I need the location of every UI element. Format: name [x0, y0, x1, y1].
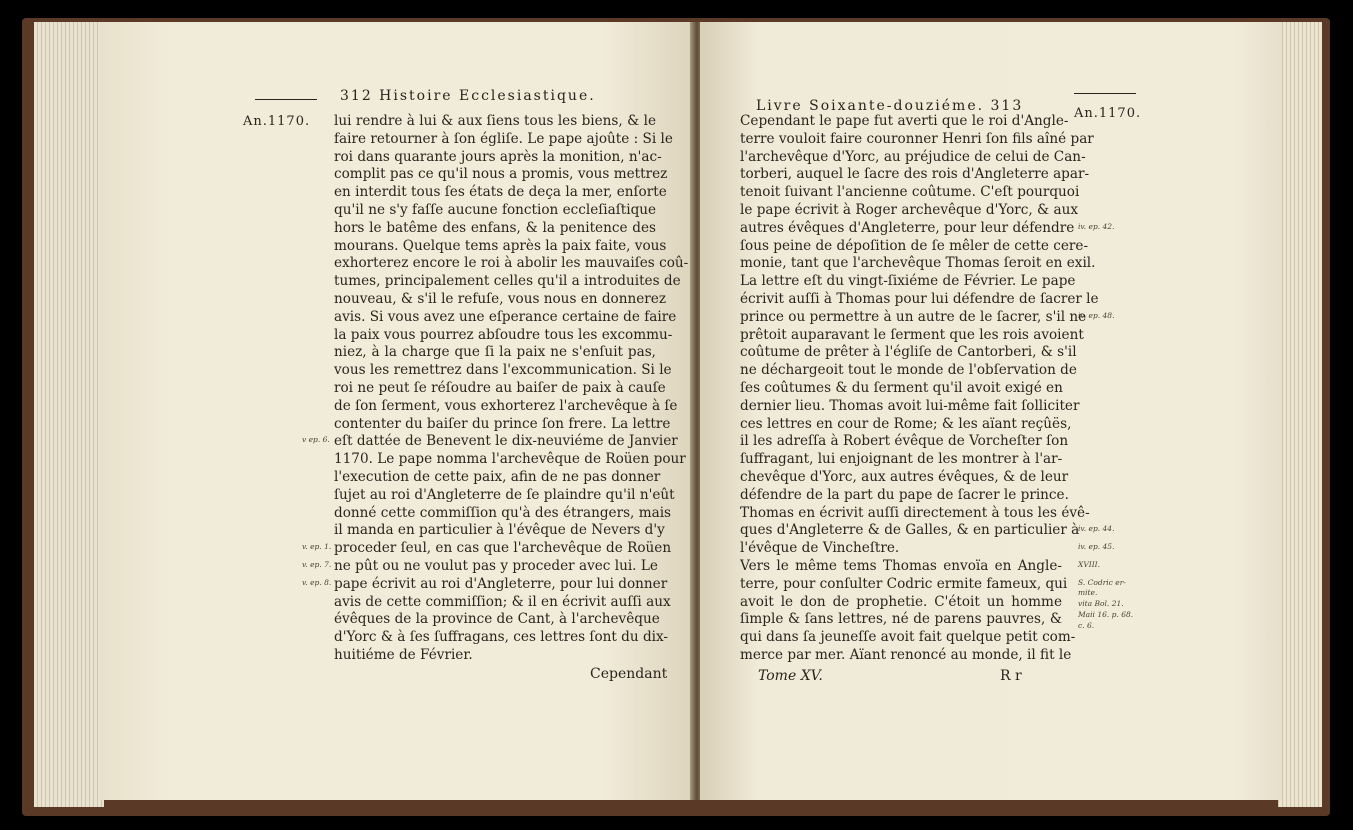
- text-line: mourans. Quelque tems après la paix faite, vous: [334, 237, 667, 254]
- text-line: écrivit auſſi à Thomas pour lui défendre de ſacrer le: [740, 290, 1099, 307]
- text-line: vous les remettrez dans l'excommunication. Si le: [334, 362, 672, 379]
- text-line: ſujet au roi d'Angleterre de ſe plaindre qu'il n'eût: [334, 486, 675, 503]
- margin-note: iv. ep. 48.: [1078, 310, 1115, 320]
- text-line: ces lettres en cour de Rome; & les aïant reçûës,: [740, 415, 1072, 432]
- text-line: avoit le don de prophetie. C'étoit un homme: [740, 593, 1062, 610]
- text-line: tumes, principalement celles qu'il a introduites de: [334, 273, 681, 290]
- running-header: 312 Histoire Ecclesiastique.: [340, 88, 596, 104]
- text-line: La lettre eſt du vingt-ſixiéme de Février. Le pape: [740, 273, 1076, 290]
- text-line: lui rendre à lui & aux ſiens tous les biens, & le: [334, 113, 656, 129]
- margin-note: iv. ep. 45.: [1078, 542, 1115, 552]
- text-line: prêtoit auparavant le ſerment que les rois avoient: [740, 326, 1084, 343]
- text-line: 1170. Le pape nomma l'archevêque de Roüen pour: [334, 451, 686, 468]
- text-line: proceder ſeul, en cas que l'archevêque de Roüen: [334, 540, 672, 557]
- text-line: Cependant le pape fut averti que le roi d'Angle-: [740, 113, 1069, 129]
- text-line: il les adreſſa à Robert évêque de Vorcheſter ſon: [740, 433, 1069, 450]
- text-line: roi dans quarante jours après la monition, n'ac-: [334, 148, 662, 165]
- text-line: ſous peine de dépoſition de ſe mêler de cette cere-: [740, 237, 1089, 254]
- text-line: tenoit ſuivant l'ancienne coûtume. C'eſt pourquoi: [740, 184, 1080, 201]
- margin-note: iv. ep. 44.: [1078, 524, 1115, 534]
- signature-mark: Tome XV.: [758, 668, 823, 684]
- text-line: dernier lieu. Thomas avoit lui-même fait ſolliciter: [740, 397, 1080, 414]
- text-line: complit pas ce qu'il nous a promis, vous mettrez: [334, 166, 668, 183]
- margin-note: v. ep. 8.: [302, 577, 332, 587]
- text-line: la paix vous pourrez abſoudre tous les excommu-: [334, 326, 673, 343]
- header-rule: [255, 99, 317, 100]
- margin-year: An.1170.: [1074, 106, 1142, 121]
- text-line: qu'il ne s'y faſſe aucune fonction eccleſiaſtique: [334, 201, 657, 218]
- signature-letters: R r: [1000, 668, 1022, 684]
- text-line: ſimple & ſans lettres, né de parens pauvres, &: [740, 611, 1062, 628]
- margin-note: Maii 16. p. 68.: [1078, 609, 1134, 619]
- text-line: autres évêques d'Angleterre, pour leur défendre: [740, 219, 1075, 236]
- text-line: d'Yorc & à ſes ſuffragans, ces lettres ſont du dix-: [334, 629, 669, 646]
- text-line: l'execution de cette paix, afin de ne pas donner: [334, 468, 661, 485]
- text-line: terre, pour conſulter Codric ermite fameux, qui: [740, 575, 1068, 592]
- text-line: de ſon ſerment, vous exhorterez l'archevêque à ſe: [334, 397, 678, 414]
- text-line: contenter du baiſer du prince ſon frere. La lettre: [334, 415, 671, 432]
- body-text: [334, 113, 689, 665]
- margin-note: XVIII.: [1078, 560, 1101, 569]
- text-line: donné cette commiſſion qu'à des étrangers, mais: [334, 504, 672, 521]
- text-line: faire retourner à ſon égliſe. Le pape ajoûte : Si le: [334, 130, 673, 147]
- text-line: nouveau, & s'il le refuſe, vous nous en donnerez: [334, 290, 667, 307]
- left-page-edges: [34, 22, 104, 807]
- text-line: défendre de la part du pape de ſacrer le prince.: [740, 486, 1069, 503]
- margin-note: v. ep. 1.: [302, 542, 332, 552]
- right-page-edges: [1278, 22, 1322, 807]
- text-line: torberi, auquel le ſacre des rois d'Angleterre apar-: [740, 166, 1090, 183]
- text-line: hors le batême des enfans, & la penitence des: [334, 219, 656, 236]
- text-line: merce par mer. Aïant renoncé au monde, il fit le: [740, 646, 1072, 663]
- text-line: ques d'Angleterre & de Galles, & en particulier à: [740, 522, 1080, 539]
- text-line: chevêque d'Yorc, aux autres évêques, & de leur: [740, 468, 1069, 485]
- text-line: ſuffragant, lui enjoignant de les montrer à l'ar-: [740, 451, 1063, 468]
- text-line: il manda en particulier à l'évêque de Nevers d'y: [334, 522, 665, 539]
- margin-note: v. ep. 7.: [302, 560, 332, 569]
- text-line: le pape écrivit à Roger archevêque d'Yorc, & aux: [740, 201, 1078, 218]
- text-line: roi ne peut ſe réſoudre au baiſer de paix à cauſe: [334, 379, 666, 396]
- text-line: Vers le même tems Thomas envoïa en Angle-: [740, 557, 1062, 574]
- text-line: coûtume de prêter à l'égliſe de Cantorberi, & s'il: [740, 344, 1077, 361]
- text-line: l'évêque de Vincheſtre.: [740, 540, 900, 557]
- text-line: avis de cette commiſſion; & il en écrivit auſſi aux: [334, 593, 671, 610]
- catchword: Cependant: [590, 666, 668, 682]
- running-header: Livre Soixante-douziéme. 313: [756, 98, 1024, 114]
- text-line: niez, à la charge que ſi la paix ne s'enſuit pas,: [334, 344, 656, 361]
- text-line: évêques de la province de Cant, à l'archevêque: [334, 611, 660, 628]
- text-line: huitiéme de Février.: [334, 646, 473, 663]
- left-page: [100, 22, 692, 800]
- text-line: prince ou permettre à un autre de le ſacrer, s'il ne: [740, 308, 1087, 325]
- text-line: eſt dattée de Benevent le dix-neuviéme de Janvier: [334, 433, 678, 450]
- text-line: ſes coûtumes & du ſerment qu'il avoit exigé en: [740, 379, 1063, 396]
- text-line: en interdit tous ſes états de deça la mer, enſorte: [334, 184, 667, 201]
- right-page: [700, 22, 1282, 800]
- text-line: l'archevêque d'Yorc, au préjudice de celui de Can-: [740, 148, 1086, 165]
- text-line: pape écrivit au roi d'Angleterre, pour lui donner: [334, 575, 668, 592]
- text-line: terre vouloit faire couronner Henri ſon fils aîné par: [740, 130, 1094, 147]
- header-rule: [1074, 93, 1136, 94]
- margin-note: vita Bol. 21.: [1078, 599, 1124, 609]
- margin-note: v ep. 6.: [302, 435, 330, 445]
- text-line: exhorterez encore le roi à abolir les mauvaiſes coû-: [334, 255, 689, 272]
- margin-note: mite.: [1078, 588, 1098, 598]
- text-line: qui dans ſa jeuneſſe avoit fait quelque petit com-: [740, 629, 1076, 646]
- margin-year: An.1170.: [243, 114, 311, 129]
- margin-note: iv. ep. 42.: [1078, 221, 1115, 231]
- margin-note: c. 6.: [1078, 620, 1095, 630]
- text-line: avis. Si vous avez une eſperance certaine de faire: [334, 308, 677, 325]
- text-line: Thomas en écrivit auſſi directement à tous les évê-: [740, 504, 1090, 521]
- text-line: ne déchargeoit tout le monde de l'obſervation de: [740, 362, 1077, 379]
- text-line: monie, tant que l'archevêque Thomas ſeroit en exil.: [740, 255, 1096, 272]
- margin-note: S. Codric er-: [1078, 577, 1126, 587]
- text-line: ne pût ou ne voulut pas y proceder avec lui. Le: [334, 557, 658, 574]
